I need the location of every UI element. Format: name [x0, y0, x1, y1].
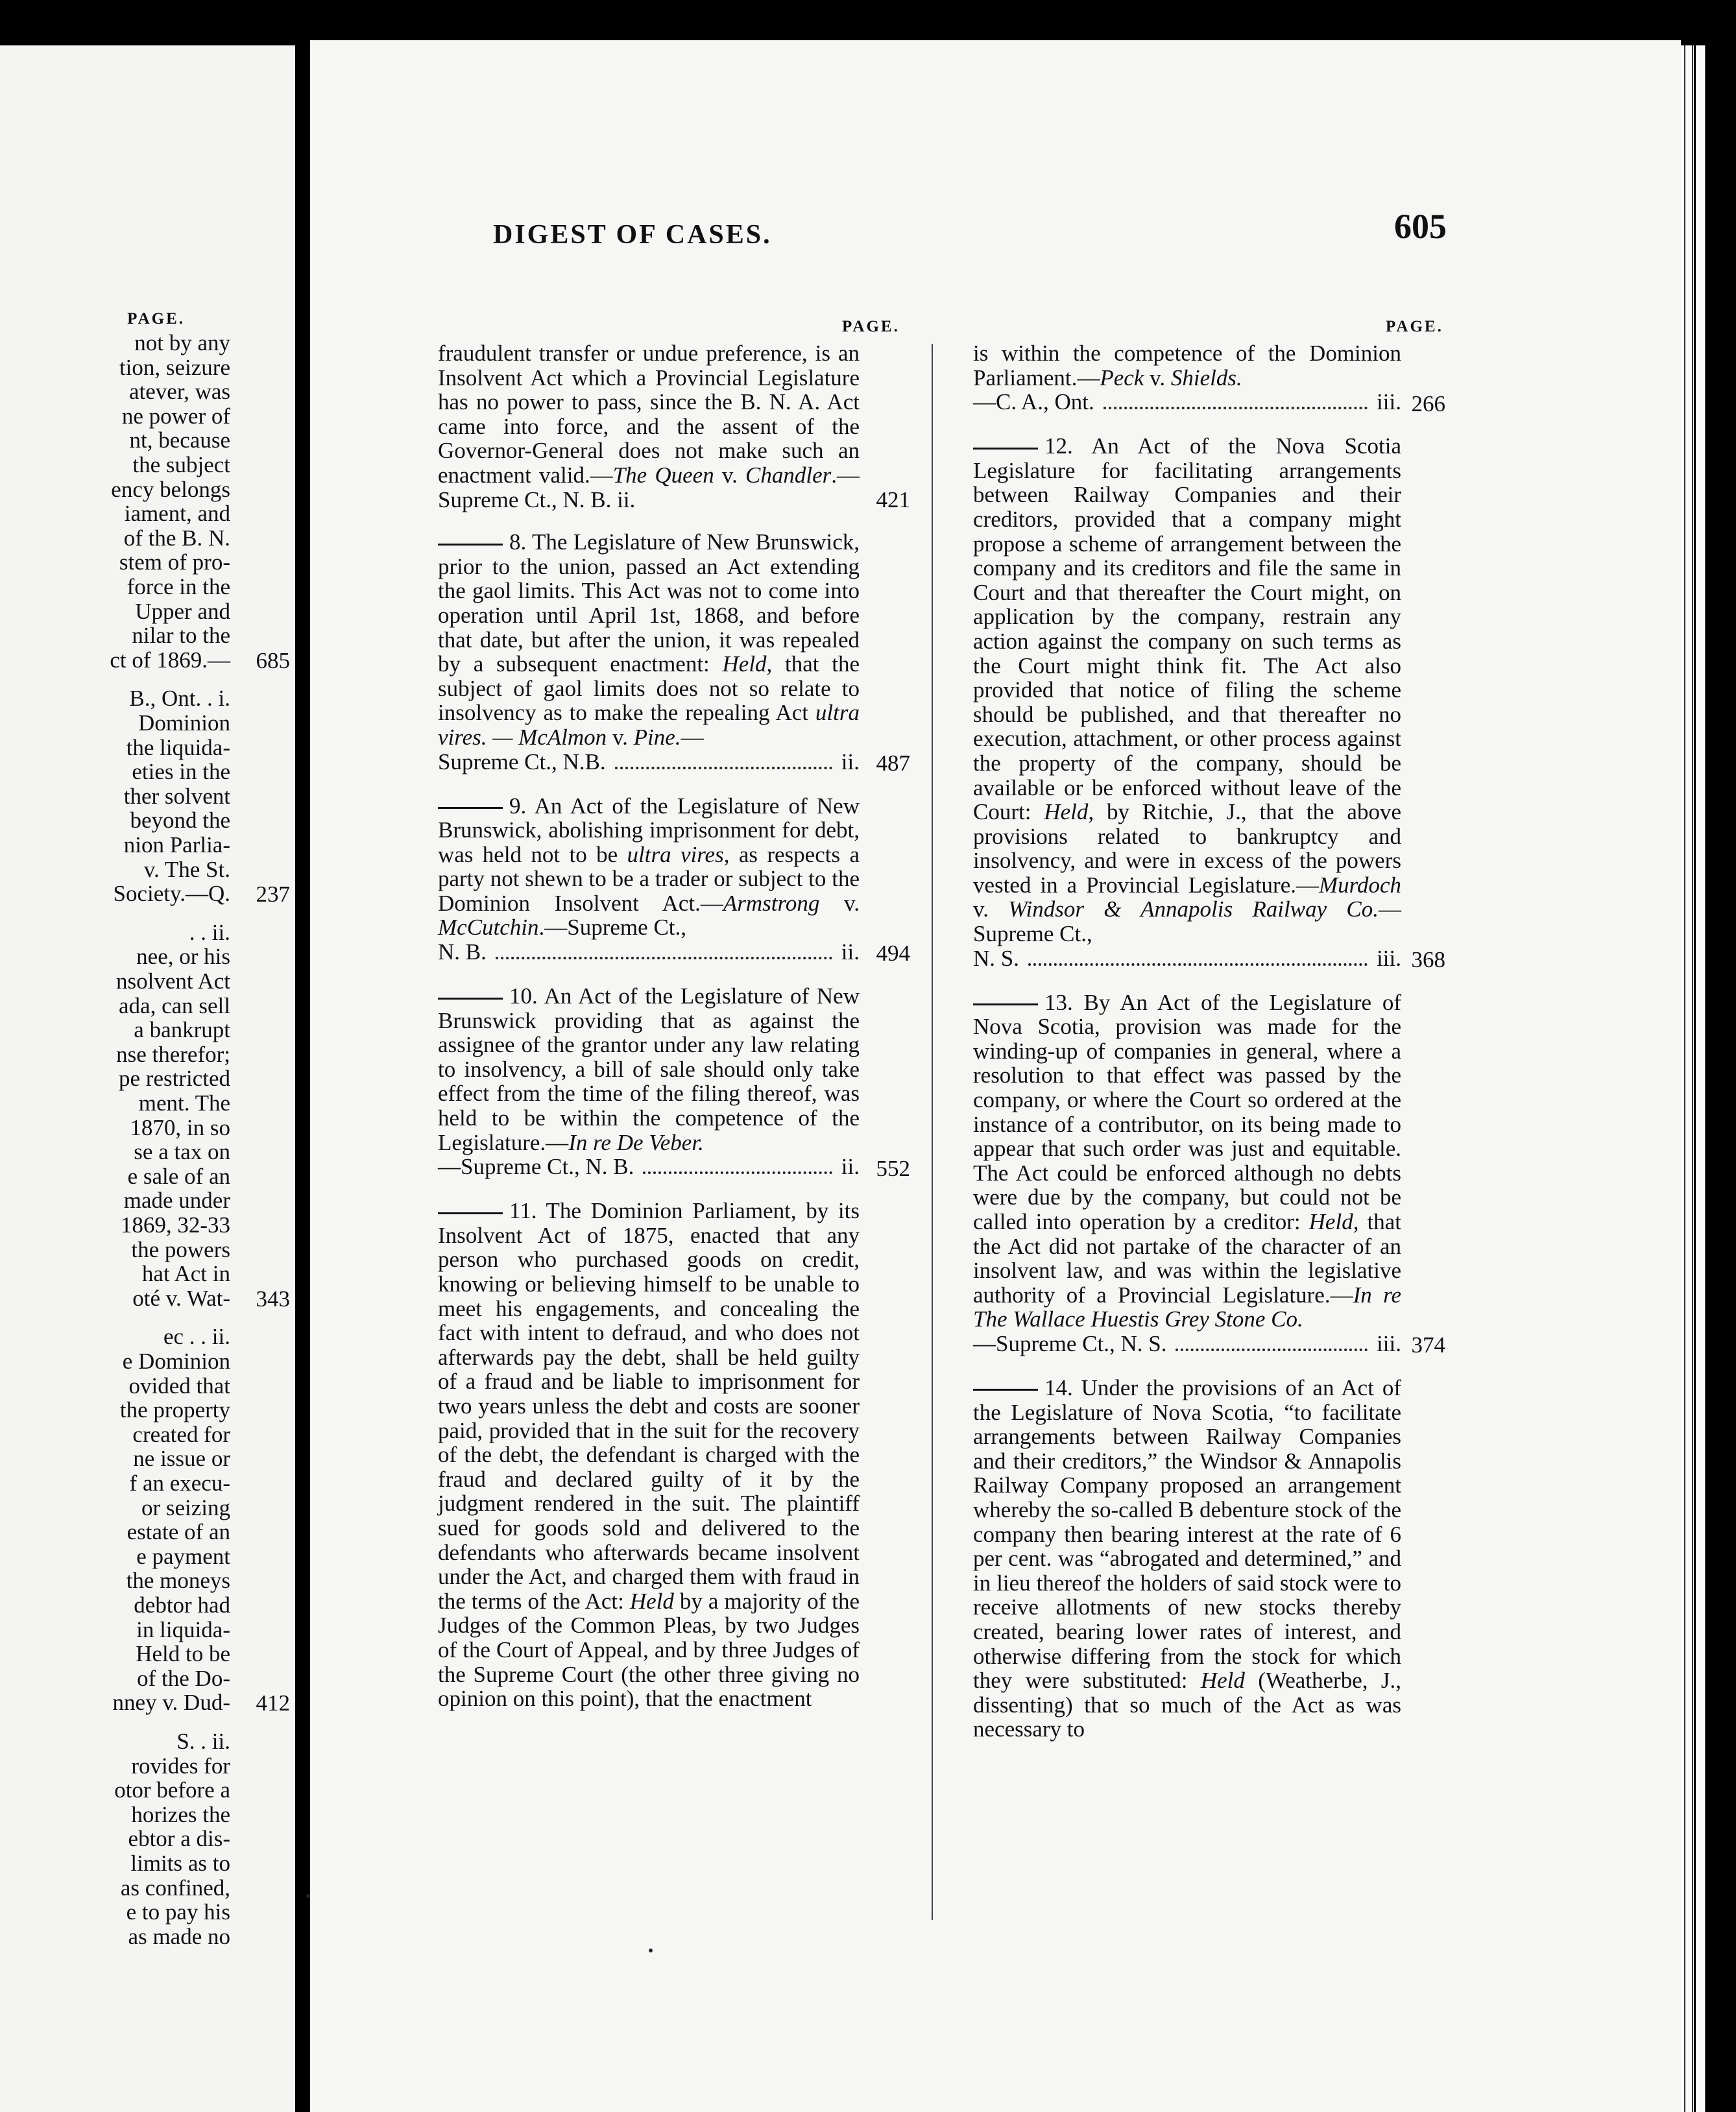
- left-page-ref: 412: [256, 1690, 290, 1716]
- dot-leader: [643, 1171, 832, 1174]
- entry-dash: [438, 544, 503, 546]
- left-page-line: beyond the: [130, 808, 230, 834]
- entry-text: .—Supreme Ct.,: [538, 915, 687, 941]
- page-ref: 552: [876, 1155, 910, 1181]
- left-page-line: pe restricted: [119, 1066, 230, 1092]
- entry-dash: [973, 448, 1038, 450]
- left-page-line: S. . ii.: [176, 1729, 230, 1754]
- left-page-line: not by any: [134, 330, 230, 355]
- left-page-line: nilar to the: [132, 623, 230, 649]
- entry-dash: [438, 998, 503, 1000]
- dot-leader: [496, 957, 832, 959]
- entry-12: [973, 433, 1445, 973]
- ref-line: [438, 940, 860, 966]
- case-name: Pine.: [633, 724, 681, 750]
- entry-text: is within the competence of the Dominion Parliament.—: [973, 341, 1401, 390]
- entry-text: (Weatherbe, J., dissenting) that so much of the Act as was necessary to: [973, 1668, 1402, 1742]
- left-page-line: nt, because: [129, 427, 230, 453]
- left-page-strip: [0, 45, 295, 2112]
- col1-page-label: PAGE.: [842, 318, 900, 335]
- entry-dash: [973, 1003, 1038, 1005]
- page-edge-line: [1692, 45, 1693, 2112]
- left-page-line: ec . . ii.: [163, 1324, 230, 1350]
- entry-text: By An Act of the Legislature of Nova Scotia, provision was made for the winding-up of companies in general, where a resolution to that effect was passed by the company, or where the Court so ordered at the instance of a contributor, on its being made to appear that such order was just and equitable. The Act could be enforced although no debts were due by the company, but could not be called into operation by a creditor:: [973, 989, 1401, 1234]
- entry-text: An Act of the Nova Scotia Legislature for facilitating arrangements between Railway Companies and their creditors, provided that a company might propose a scheme of arrangement between the company and its creditors and file the same in Court and that thereafter the Court might, on application by the company, restrain any action against the company on such terms as the Court might think fit. The Act also provided that notice of filing the scheme should be published, and that thereafter no execution, attachment, or other process against the property of the company, should be available or be enforced without leave of the Court:: [973, 433, 1401, 825]
- page-ref: 421: [876, 486, 910, 512]
- entry-dash: [438, 1212, 503, 1214]
- page-ref: 266: [1411, 390, 1445, 416]
- held-word: Held,: [1031, 799, 1094, 825]
- case-name: In re The Wallace Huestis Grey Stone Co.: [973, 1282, 1401, 1332]
- col2-continuation: [973, 341, 1445, 416]
- entry-text: The Legislature of New Brunswick, prior to the union, passed an Act extending the gaol limits. This Act was not to come into operation until April 1st, 1868, and before that date, but after the union, it was repealed by a subsequent enactment:: [438, 529, 860, 677]
- entry-14: [973, 1376, 1401, 1742]
- court-ref: N. S.: [973, 945, 1019, 971]
- held-word: Held: [623, 1588, 674, 1614]
- entry-text: —: [681, 724, 704, 750]
- volume: iii.: [1377, 945, 1401, 971]
- court-ref: —Supreme Ct., N. B.: [438, 1154, 634, 1180]
- left-page-line: . . ii.: [189, 919, 230, 945]
- dot-leader: [615, 767, 832, 769]
- left-page-ref: 343: [256, 1286, 290, 1312]
- left-page-line: ada, can sell: [119, 992, 230, 1018]
- left-page-line: Society.—Q.: [113, 881, 230, 907]
- left-page-line: a bankrupt: [134, 1017, 230, 1043]
- running-header: [493, 206, 1447, 258]
- left-page-line: nse therefor;: [116, 1041, 230, 1067]
- entry-text: as respects a party not shewn to be a trader or subject to the Dominion Insolvent Act.—: [438, 841, 860, 916]
- case-name: In re De Veber.: [568, 1129, 704, 1155]
- versus: v.: [819, 890, 860, 916]
- left-page-text: [0, 330, 290, 2082]
- left-page-line: oté v. Wat-: [132, 1285, 230, 1311]
- entry-number: 10.: [509, 983, 538, 1009]
- left-page-line: 1870, in so: [130, 1114, 230, 1140]
- entry-text: —Supreme Ct.,: [973, 896, 1401, 947]
- left-page-line: force in the: [127, 574, 230, 599]
- left-page-line: se a tax on: [134, 1139, 230, 1165]
- left-page-line: hat Act in: [141, 1261, 230, 1287]
- entry-11: [438, 1199, 860, 1710]
- left-page-line: nion Parlia-: [123, 832, 230, 858]
- court-ref: —C. A., Ont.: [973, 389, 1094, 415]
- versus: v.: [973, 896, 1009, 922]
- ref-line: [973, 946, 1401, 972]
- left-page-line: eties in the: [132, 759, 230, 785]
- case-name: McCutchin: [438, 915, 539, 941]
- left-page-line: nee, or his: [136, 944, 230, 970]
- case-name: Chandler: [745, 462, 832, 488]
- entry-number: 13.: [1044, 989, 1073, 1015]
- volume: ii.: [841, 939, 860, 965]
- entry-10: [438, 983, 910, 1181]
- case-name: ultra vires. — McAlmon: [438, 700, 860, 750]
- entry-13: [973, 989, 1445, 1358]
- page-ref: 374: [1411, 1332, 1445, 1358]
- entry-dash: [438, 807, 503, 809]
- left-page-line: the property: [119, 1397, 230, 1423]
- dot-leader: [1028, 963, 1368, 966]
- volume: ii.: [841, 1154, 860, 1180]
- left-page-line: v. The St.: [143, 856, 230, 882]
- left-page-line: f an execu-: [129, 1470, 230, 1496]
- ref-line: [438, 1155, 860, 1181]
- column-rule: [932, 344, 933, 1920]
- entry-text: that the Act did not partake of the character of an insolvent law, and was within the legislative authority of a Provincial Legislature.—: [973, 1209, 1402, 1308]
- case-name: Shields.: [1170, 365, 1242, 390]
- latin-term: ultra vires,: [618, 841, 730, 867]
- entry-dash: [973, 1389, 1038, 1391]
- left-page-line: made under: [123, 1188, 230, 1214]
- left-page-line: nsolvent Act: [116, 968, 230, 994]
- entry-text: Under the provisions of an Act of the Legislature of Nova Scotia, “to facilitate arrangements between Railway Companies and their creditors,” the Windsor & Annapolis Railway Company proposed an arrangement whereby the so-called B debenture stock of the company then bearing interest at the rate of 6 per cent. was “abrogated and determined,” and in lieu thereof the holders of said stock were to receive allotments of new stocks thereby created, bearing lower rates of interest, and otherwise differing from the stock for which they were substituted:: [973, 1374, 1401, 1694]
- page-ref: 368: [1411, 947, 1445, 973]
- left-page-line: of the B. N.: [123, 525, 230, 551]
- entry-text: by Ritchie, J., that the above provisions related to bankruptcy and insolvency, and were in excess of the powers vested in a Provincial Legislature.—: [973, 799, 1401, 898]
- entry-text: that the subject of gaol limits does not so relate to insolvency as to make the repealing Act: [438, 651, 860, 726]
- left-page-line: e sale of an: [127, 1163, 230, 1189]
- entry-number: 8.: [509, 529, 527, 555]
- left-page-line: tion, seizure: [119, 354, 230, 380]
- left-page-line: of the Do-: [137, 1665, 230, 1691]
- court-ref: —Supreme Ct., N. S.: [973, 1330, 1167, 1356]
- left-page-line: estate of an: [127, 1519, 230, 1545]
- left-page-line: ment. The: [138, 1090, 230, 1116]
- ref-line: [973, 390, 1401, 416]
- left-page-line: ovided that: [128, 1373, 230, 1398]
- left-page-line: the subject: [132, 452, 230, 477]
- left-page-line: Dominion: [138, 710, 230, 736]
- left-page-line: Upper and: [135, 598, 230, 624]
- left-page-line: B., Ont. . i.: [129, 686, 230, 712]
- case-name: Murdoch: [1318, 872, 1401, 898]
- case-name: The Queen: [612, 462, 714, 488]
- col1-continuation: [438, 341, 910, 512]
- print-speck: [306, 1894, 310, 1898]
- left-page-line: ther solvent: [123, 783, 230, 809]
- entry-number: 14.: [1044, 1374, 1073, 1400]
- versus: v.: [714, 462, 746, 488]
- left-page-line: nney v. Dud-: [112, 1690, 230, 1716]
- entry-text: by a majority of the Judges of the Common Pleas, by two Judges of the Court of Appeal, and by three Judges of the Supreme Court (the other three giving no opinion on this point), that the enactment: [438, 1588, 860, 1712]
- left-page-line: ct of 1869.—: [110, 647, 230, 673]
- court-ref: Supreme Ct., N.B.: [438, 749, 606, 774]
- left-page-line: rovides for: [131, 1753, 230, 1779]
- court-ref: N. B.: [438, 939, 487, 965]
- case-name: Peck: [1100, 365, 1144, 390]
- ref-line: [973, 1332, 1401, 1358]
- left-page-line: debtor had: [134, 1592, 230, 1618]
- dot-leader: [1103, 407, 1368, 409]
- left-page-line: horizes the: [131, 1801, 230, 1827]
- held-word: Held,: [1300, 1209, 1359, 1234]
- left-page-line: the powers: [131, 1236, 230, 1262]
- page-ref: 487: [876, 750, 910, 776]
- court-ref: .—Supreme Ct., N. B. ii.: [438, 462, 860, 512]
- left-page-line: atever, was: [128, 379, 230, 405]
- dot-leader: [1175, 1349, 1368, 1351]
- column-2: [973, 341, 1445, 1760]
- column-1: [438, 341, 910, 1729]
- print-speck: [649, 1949, 653, 1952]
- left-page-line: otor before a: [114, 1777, 230, 1803]
- left-page-line: ne issue or: [133, 1446, 230, 1472]
- entry-text: An Act of the Legislature of New Brunswick providing that as against the assignee of the grantor under any law relating to insolvency, a bill of sale should only take effect from the time of the filing thereof, was held to be within the competence of the Legislature.—: [438, 983, 860, 1155]
- left-page-line: e to pay his: [126, 1899, 230, 1925]
- entry-number: 11.: [509, 1198, 537, 1224]
- entry-number: 12.: [1044, 433, 1073, 459]
- entry-9: [438, 793, 910, 966]
- page-number: 605: [1394, 207, 1447, 246]
- ref-line: [438, 750, 860, 776]
- col2-page-label: PAGE.: [1386, 318, 1443, 335]
- left-page-ref: 685: [256, 647, 290, 673]
- entry-text: fraudulent transfer or undue preference, is an Insolvent Act which a Provincial Legislature has no power to pass, since the B. N. A. Act came into force, and the assent of the Governor-General does not make such an enactment valid.—: [438, 341, 860, 488]
- case-name: Windsor & Annapolis Railway Co.: [1008, 896, 1379, 922]
- held-word: Held: [1187, 1668, 1245, 1694]
- page-ref: 494: [876, 941, 910, 966]
- left-page-line: stem of pro-: [119, 549, 230, 575]
- case-name: Armstrong: [723, 890, 820, 916]
- entry-8: [438, 529, 910, 776]
- held-word: Held,: [709, 651, 773, 677]
- left-page-line: created for: [132, 1421, 230, 1447]
- left-page-line: ne power of: [121, 403, 230, 429]
- left-page-line: iament, and: [124, 501, 230, 527]
- versus: v.: [1144, 365, 1171, 390]
- left-page-line: as made no: [128, 1923, 230, 1949]
- left-page-line: ebtor a dis-: [128, 1826, 230, 1852]
- page-edge-line: [1684, 45, 1685, 2112]
- running-title: DIGEST OF CASES.: [493, 220, 772, 250]
- left-page-line: limits as to: [130, 1851, 230, 1876]
- left-page-line: the moneys: [126, 1568, 230, 1594]
- left-page-line: or seizing: [141, 1494, 230, 1520]
- page-edge-line: [1705, 45, 1706, 2112]
- left-page-line: ency belongs: [111, 476, 230, 502]
- entry-text: The Dominion Parliament, by its Insolvent Act of 1875, enacted that any person who purchased goods on credit, knowing or believing himself to be unable to meet his engagements, and concealing the fact with intent to defraud, and who does not afterwards pay the debt, shall be held guilty of a fraud and be liable to imprisonment for two years unless the debt and costs are sooner paid, provided that in the suit for the recovery of the debt, the defendant is charged with the fraud and declared guilty of it by the judgment rendered in the suit. The plaintiff sued for goods sold and delivered to the defendants who afterwards became insolvent under the Act, and charged them with fraud in the terms of the Act:: [438, 1198, 860, 1614]
- left-page-line: Held to be: [136, 1641, 230, 1667]
- left-page-col-label: PAGE.: [127, 310, 185, 328]
- left-page-line: 1869, 32-33: [120, 1212, 230, 1238]
- entry-number: 9.: [509, 793, 527, 819]
- versus: v.: [607, 724, 634, 750]
- left-page-line: e payment: [136, 1543, 230, 1569]
- volume: iii.: [1377, 389, 1401, 415]
- left-page-line: the liquida-: [126, 734, 230, 760]
- volume: iii.: [1377, 1330, 1401, 1356]
- left-page-line: in liquida-: [136, 1616, 230, 1642]
- volume: ii.: [841, 749, 860, 774]
- entry-text: An Act of the Legislature of New Brunswick, abolishing imprisonment for debt, was held not to be: [438, 793, 860, 867]
- left-page-line: e Dominion: [122, 1349, 230, 1374]
- left-page-line: as confined,: [120, 1875, 230, 1901]
- left-page-ref: 237: [256, 882, 290, 907]
